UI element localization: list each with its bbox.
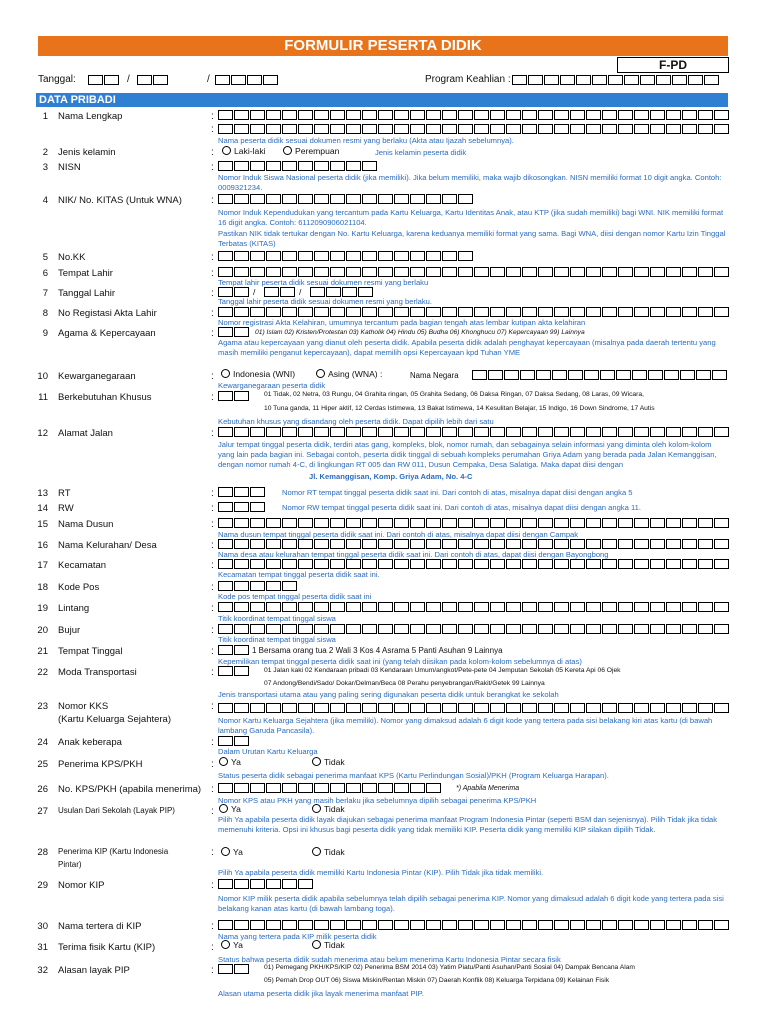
row-number: 25: [37, 759, 48, 770]
nama-lengkap-boxes-1[interactable]: [218, 110, 730, 120]
hint-r26: Nomor KPS atau PKH yang masih berlaku jika sebelumnya dipilih sebagai penerima KPS/PKH: [218, 796, 537, 805]
row-number: 15: [37, 519, 48, 530]
radio-kps-tidak[interactable]: Tidak: [312, 757, 345, 767]
row-label-r23: Nomor KKS: [58, 701, 109, 712]
row-number: 1: [42, 111, 48, 122]
section-data-pribadi: DATA PRIBADI: [36, 93, 728, 107]
options-r11: 10 Tuna ganda, 11 Hiper aktif, 12 Cerdas Istimewa, 13 Bakat Istimewa, 14 Kesulitan Belajar, 15 Indigo, 16 Down Sindrome, 17 Autis: [264, 405, 655, 412]
tanggal-year-boxes[interactable]: [215, 75, 279, 85]
hint-r10: Kewarganegaraan peserta didik: [218, 381, 326, 390]
row-label-r18: Kode Pos: [58, 582, 100, 593]
radio-circle-icon[interactable]: [221, 369, 230, 378]
akta-lahir-boxes[interactable]: [218, 307, 730, 317]
row-number: 28: [37, 847, 48, 858]
kode-pos-boxes[interactable]: [218, 581, 298, 591]
hint-r4: Nomor Induk Kependudukan yang tercantum pada Kartu Keluarga, Kartu Identitas Anak, atau KTP (jika sudah memiliki) bagi WNI. NIK memiliki format 16 digit angka. Contoh: 6112090906021104.: [218, 208, 724, 227]
hint-r13: Nomor RT tempat tinggal peserta didik saat ini. Dari contoh di atas, misalnya dapat diisi dengan angka 5: [282, 488, 633, 497]
tgl-lahir-month[interactable]: [264, 287, 296, 297]
no-kps-boxes[interactable]: [218, 783, 442, 793]
options-r22: 07 Andong/Bendi/Sado/ Dokar/Delman/Beca 08 Perahu penyebrangan/Rakit/Getek 99 Lainnya: [264, 680, 545, 687]
row-label-r13: RT: [58, 488, 71, 499]
radio-fisik-tidak[interactable]: Tidak: [312, 940, 345, 950]
kecamatan-boxes[interactable]: [218, 559, 730, 569]
options-r9: 01) Islam 02) Kristen/Protestan 03) Katholik 04) Hindu 05) Budha 06) Khonghucu 07) Kepercayaan 99) Lainnya: [255, 329, 585, 336]
radio-laki-laki[interactable]: Laki-laki: [222, 146, 266, 156]
row-number: 4: [42, 195, 48, 206]
radio-pip-ya[interactable]: Ya: [219, 804, 241, 814]
hint-r21: Kepemilikan tempat tinggal peserta didik saat ini (yang telah diisikan pada kolom-kolom sebelumnya di atas): [218, 657, 582, 666]
radio-kip-ya[interactable]: Ya: [221, 847, 243, 857]
row-number: 24: [37, 737, 48, 748]
row-label-r1: Nama Lengkap: [58, 111, 123, 122]
radio-fisik-ya[interactable]: Ya: [221, 940, 243, 950]
row-label-r32: Alasan layak PIP: [58, 965, 130, 976]
row-number: 19: [37, 603, 48, 614]
agama-boxes[interactable]: [218, 327, 250, 337]
nama-lengkap-boxes-2[interactable]: [218, 124, 730, 134]
row-label-r24: Anak keberapa: [58, 737, 122, 748]
row-label-r22: Moda Transportasi: [58, 667, 137, 678]
rt-boxes[interactable]: [218, 487, 266, 497]
row-label-r28: Penerima KIP (Kartu Indonesia: [58, 847, 169, 856]
row-number: 13: [37, 488, 48, 499]
hint-r12-example: Jl. Kemanggisan, Komp. Griya Adam, No. 4-C: [309, 472, 473, 481]
row-number: 23: [37, 701, 48, 712]
row-number: 27: [37, 806, 48, 817]
row-number: 7: [42, 288, 48, 299]
row-number: 22: [37, 667, 48, 678]
row-label-r10: Kewarganegaraan: [58, 371, 136, 382]
row-number: 26: [37, 784, 48, 795]
radio-circle-icon[interactable]: [221, 940, 230, 949]
row-label-r19: Lintang: [58, 603, 90, 614]
radio-perempuan[interactable]: Perempuan: [283, 146, 339, 156]
nama-negara-label: Nama Negara: [410, 371, 459, 380]
radio-circle-icon[interactable]: [219, 757, 228, 766]
no-kk-boxes[interactable]: [218, 251, 474, 261]
hint-r24: Dalam Urutan Kartu Keluarga: [218, 747, 318, 756]
row-number: 10: [37, 371, 48, 382]
hint-r14: Nomor RW tempat tinggal peserta didik saat ini. Dari contoh di atas, misalnya dapat diisi dengan angka 11.: [282, 503, 641, 512]
row-number: 8: [42, 308, 48, 319]
row-label-r9: Agama & Kepercayaan: [58, 328, 156, 339]
hint-r6: Tempat lahir peserta didik sesuai dokumen resmi yang berlaku: [218, 278, 429, 287]
form-title: FORMULIR PESERTA DIDIK: [38, 36, 728, 56]
tanggal-month-boxes[interactable]: [137, 75, 169, 85]
row-number: 12: [37, 428, 48, 439]
radio-circle-icon[interactable]: [312, 940, 321, 949]
hint-r29: Nomor KIP milik peserta didik apabila sebelumnya telah dipilih sebagai penerima KIP. Nomor yang dimaksud adalah 6 digit kode yang tertera pada sisi belakang kanan atas kartu (di bawah lambang toga).: [218, 894, 724, 913]
radio-pip-tidak[interactable]: Tidak: [312, 804, 345, 814]
row-label-r14: RW: [58, 503, 74, 514]
options-r32: 01) Pemegang PKH/KPS/KIP 02) Penerima BSM 2014 03) Yatim Piatu/Panti Asuhan/Panti Sosial 04) Dampak Bencana Alam: [264, 964, 635, 971]
options-r11: 01 Tidak, 02 Netra, 03 Rungu, 04 Grahita ringan, 05 Grahita Sedang, 06 Daksa Ringan, 07 Daksa Sedang, 08 Laras, 09 Wicara,: [264, 391, 644, 398]
hint-r1: Nama peserta didik sesuai dokumen resmi yang berlaku (Akta atau Ijazah sebelumnya).: [218, 136, 514, 145]
hint-r30: Nama yang tertera pada KIP milik peserta didik: [218, 932, 377, 941]
rw-boxes[interactable]: [218, 502, 266, 512]
hint-r3: Nomor Induk Siswa Nasional peserta didik (jika memiliki). Jika belum memiliki, maka wajib dikosongkan. NISN memiliki format 10 digit angka. Contoh: 0009321234.: [218, 173, 722, 192]
hint-r17: Kecamatan tempat tinggal peserta didik saat ini.: [218, 570, 380, 579]
row-label-r4: NIK/ No. KITAS (Untuk WNA): [58, 195, 182, 206]
hint-r28: Pilih Ya apabila peserta didik memiliki Kartu Indonesia Pintar (KIP). Pilih Tidak jika tidak memiliki.: [218, 868, 544, 877]
row-label-r25: Penerima KPS/PKH: [58, 759, 143, 770]
anak-keberapa-boxes[interactable]: [218, 736, 250, 746]
row-number: 20: [37, 625, 48, 636]
radio-circle-icon[interactable]: [283, 146, 292, 155]
row-number: 16: [37, 540, 48, 551]
row-number: 14: [37, 503, 48, 514]
hint-r18: Kode pos tempat tinggal peserta didik saat ini: [218, 592, 372, 601]
nomor-kip-boxes[interactable]: [218, 879, 314, 889]
row-label-r17: Kecamatan: [58, 560, 107, 571]
nama-negara-boxes[interactable]: [472, 370, 728, 380]
hint-r12: Jalur tempat tinggal peserta didik, terdiri atas gang, kompleks, blok, nomor rumah, dan sebagainya selain informasi yang diminta oleh kolom-kolom yang lain pada bagian ini. Sebagai contoh, peserta didik tinggal di sebuah kompleks perumahan Griya Adam yang berada pada Jalan Kemanggisan, dengan nomor rumah 4-C, di lingkungan RT 005 dan RW 011, Dusun Cempaka, Desa Salatiga. Maka dapat diisi dengan: [218, 440, 717, 469]
row-number: 21: [37, 646, 48, 657]
hint-r27: Pilih Ya apabila peserta didik layak diajukan sebagai penerima manfaat Program Indonesia Pintar (seperti BSM dan sejenisnya). Pilih Tidak jika tidak memenuhi kriteria. Opsi ini khusus bagi peserta didik yang tidak memiliki KIP. Peserta didik yang memiliki KIP silakan dipilih Tidak.: [218, 815, 718, 834]
tgl-lahir-day[interactable]: [218, 287, 250, 297]
hint-r2: Jenis kelamin peserta didik: [375, 148, 467, 157]
program-keahlian-boxes[interactable]: [512, 75, 720, 85]
row-label-r31: Terima fisik Kartu (KIP): [58, 942, 156, 953]
radio-circle-icon[interactable]: [222, 146, 231, 155]
row-number: 11: [38, 392, 48, 403]
row-number: 29: [37, 880, 48, 891]
row-number: 32: [37, 965, 48, 976]
hint-r16: Nama desa atau kelurahan tempat tinggal peserta didik saat ini. Dari contoh di atas, dapat diisi dengan Bayongbong: [218, 550, 609, 559]
transportasi-boxes[interactable]: [218, 666, 250, 676]
hint-r25: Status peserta didik sebagai penerima manfaat KPS (Kartu Perlindungan Sosial)/PKH (Program Keluarga Harapan).: [218, 771, 609, 780]
options-r22: 01 Jalan kaki 02 Kendaraan pribadi 03 Kendaraan Umum/angkot/Pete-pete 04 Jemputan Sekolah 05 Kereta Api 06 Ojek: [264, 667, 621, 674]
hint-r11: Kebutuhan khusus yang disandang oleh peserta didik. Dapat dipilih lebih dari satu: [218, 417, 494, 426]
row-label-r15: Nama Dusun: [58, 519, 114, 530]
hint-r9: Agama atau kepercayaan yang dianut oleh peserta didik. Apabila peserta didik adalah penghayat kepercayaan (misalnya pada daerah tertentu yang masih memiliki penganut kepercayaan), dapat memilih opsi Kepercayaan kpd Tuhan YME: [218, 338, 716, 357]
options-r21: 1 Bersama orang tua 2 Wali 3 Kos 4 Asrama 5 Panti Asuhan 9 Lainnya: [252, 646, 503, 655]
program-keahlian-label: Program Keahlian :: [425, 74, 511, 85]
row-label-r8: No Registasi Akta Lahir: [58, 308, 157, 319]
row-label-r5: No.KK: [58, 252, 86, 263]
hint-r15: Nama dusun tempat tinggal peserta didik saat ini. Dari contoh di atas, misalnya dapat diisi dengan Campak: [218, 530, 579, 539]
apabila-note: *) Apabila Menerima: [456, 785, 520, 792]
tempat-lahir-boxes[interactable]: [218, 267, 730, 277]
row-number: 18: [37, 582, 48, 593]
row-label-r2: Jenis kelamin: [58, 147, 116, 158]
hint-r22: Jenis transportasi utama atau yang paling sering digunakan peserta didik untuk berangkat ke sekolah: [218, 690, 559, 699]
lintang-boxes[interactable]: [218, 602, 730, 612]
hint-r20: Titik koordinat tempat tinggal siswa: [218, 635, 336, 644]
row-label-r23-sub: (Kartu Keluarga Sejahtera): [58, 714, 172, 725]
nik-boxes[interactable]: [218, 194, 474, 204]
row-number: 2: [42, 147, 48, 158]
kks-boxes[interactable]: [218, 703, 730, 713]
row-number: 17: [37, 560, 48, 571]
alasan-pip-boxes[interactable]: [218, 964, 250, 974]
hint-r32: Alasan utama peserta didik jika layak menerima manfaat PIP.: [218, 989, 424, 998]
row-number: 5: [42, 252, 48, 263]
alamat-boxes[interactable]: [218, 427, 730, 437]
row-label-r16: Nama Kelurahan/ Desa: [58, 540, 157, 551]
dusun-boxes[interactable]: [218, 518, 730, 528]
row-label-r30: Nama tertera di KIP: [58, 921, 142, 932]
nisn-boxes[interactable]: [218, 161, 378, 171]
options-r32: 05) Pernah Drop OUT 06) Siswa Miskin/Rentan Miskin 07) Daerah Konflik 08) Keluarga Terpidana 09) Kelainan Fisik: [264, 977, 610, 984]
row-label-r21: Tempat Tinggal: [58, 646, 123, 657]
row-label-r12: Alamat Jalan: [58, 428, 113, 439]
hint-r7: Tanggal lahir peserta didik sesuai dokumen resmi yang berlaku.: [218, 297, 433, 306]
row-label-r26: No. KPS/PKH (apabila menerima): [58, 784, 202, 795]
nama-kip-boxes[interactable]: [218, 920, 730, 930]
radio-kps-ya[interactable]: Ya: [219, 757, 241, 767]
radio-circle-icon[interactable]: [312, 757, 321, 766]
row-label-r3: NISN: [58, 162, 81, 173]
hint-r23: Nomor Kartu Keluarga Sejahtera (jika memiliki). Nomor yang dimaksud adalah 6 digit kode yang tertera pada sisi belakang kiri atas kartu (di bawah lambang Garuda Pancasila).: [218, 716, 713, 735]
bujur-boxes[interactable]: [218, 624, 730, 634]
hint-r19: Titik koordinat tempat tinggal siswa: [218, 614, 336, 623]
tempat-tinggal-boxes[interactable]: [218, 645, 250, 655]
tgl-lahir-year[interactable]: [310, 287, 374, 297]
row-label-r27: Usulan Dari Sekolah (Layak PIP): [58, 806, 175, 815]
row-number: 31: [37, 942, 48, 953]
hint-r31: Status bahwa peserta didik sudah menerima atau belum menerima Kartu Indonesia Pintar secara fisik: [218, 955, 561, 964]
kelurahan-boxes[interactable]: [218, 539, 730, 549]
radio-wna[interactable]: Asing (WNA) :: [316, 369, 382, 379]
tanggal-label: Tanggal:: [38, 74, 76, 85]
kebutuhan-khusus-boxes[interactable]: [218, 391, 250, 401]
row-label-r7: Tanggal Lahir: [58, 288, 116, 299]
row-number: 30: [37, 921, 48, 932]
row-number: 6: [42, 268, 48, 279]
radio-circle-icon[interactable]: [312, 847, 321, 856]
row-label-r29: Nomor KIP: [58, 880, 105, 891]
row-label-r20: Bujur: [58, 625, 81, 636]
radio-kip-tidak[interactable]: Tidak: [312, 847, 345, 857]
radio-circle-icon[interactable]: [221, 847, 230, 856]
row-number: 3: [42, 162, 48, 173]
radio-circle-icon[interactable]: [219, 804, 228, 813]
form-code: F-PD: [617, 57, 729, 73]
row-number: 9: [42, 328, 48, 339]
row-label-r11: Berkebutuhan Khusus: [58, 392, 152, 403]
hint-r4: Pastikan NIK tidak tertukar dengan No. Kartu Keluarga, karena keduanya memiliki format yang sama. Bagi WNA, diisi dengan nomor Kartu Izin Tinggal Terbatas (KITAS): [218, 229, 726, 248]
hint-r8: Nomor registrasi Akta Kelahiran, umumnya tercantum pada bagian tengah atas lembar kutipan akta kelahiran: [218, 318, 586, 327]
radio-wni[interactable]: Indonesia (WNI): [221, 369, 295, 379]
radio-circle-icon[interactable]: [316, 369, 325, 378]
tanggal-day-boxes[interactable]: [88, 75, 120, 85]
row-label-r6: Tempat Lahir: [58, 268, 113, 279]
row-label-r28-sub: Pintar): [58, 860, 82, 869]
radio-circle-icon[interactable]: [312, 804, 321, 813]
